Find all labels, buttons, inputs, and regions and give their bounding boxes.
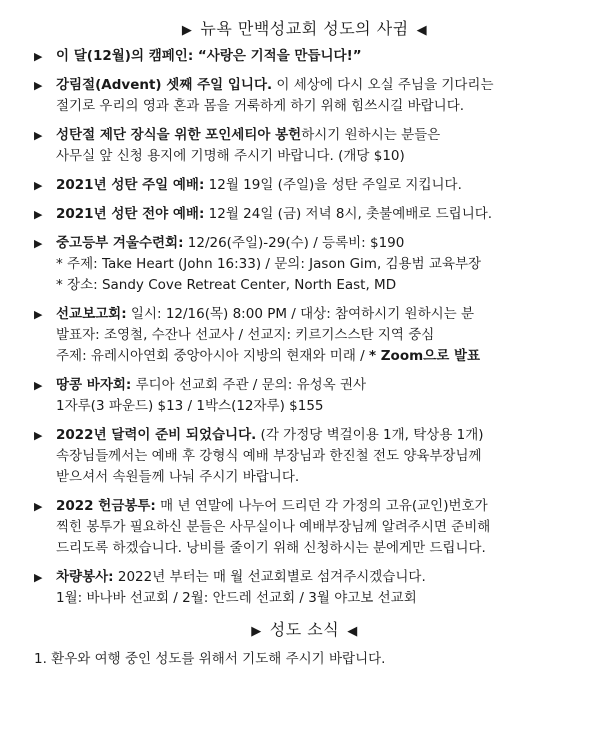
announcement-text: 주제: 유레시아연회 중앙아시아 지방의 현재와 미래 / <box>56 348 369 364</box>
announcement-heading: 성탄절 제단 장식을 위한 포인세티아 봉헌 <box>56 127 302 143</box>
announcement-line <box>56 75 575 96</box>
announcement-line <box>56 375 575 396</box>
announcement-item <box>34 175 575 196</box>
bullet-triangle-icon: ▶ <box>34 379 43 392</box>
announcement-line <box>56 396 575 417</box>
announcement-item <box>34 75 575 117</box>
announcement-text: 발표자: 조영철, 수잔나 선교사 / 선교지: 키르기스스탄 지역 중심 <box>56 327 435 343</box>
announcement-text: 2022년 부터는 매 월 선교회별로 섬겨주시겠습니다. <box>113 569 426 585</box>
page-title-text: 뉴욕 만백성교회 성도의 사귐 <box>200 19 409 38</box>
announcement-line <box>56 125 575 146</box>
announcement-line <box>56 254 575 275</box>
bullet-triangle-icon: ▶ <box>34 571 43 584</box>
announcement-text: 드리도록 하겠습니다. 낭비를 줄이기 위해 신청하시는 분에게만 드립니다. <box>56 540 486 556</box>
announcement-line <box>56 204 575 225</box>
bullet-triangle-icon: ▶ <box>34 500 43 513</box>
bullet-triangle-icon: ▶ <box>34 179 43 192</box>
announcement-text: 이 세상에 다시 오실 주님을 기다리는 <box>272 77 494 93</box>
announcement-line <box>56 517 575 538</box>
announcement-item <box>34 46 575 67</box>
announcement-item <box>34 375 575 417</box>
announcement-line <box>56 538 575 559</box>
announcement-line <box>56 175 575 196</box>
left-triangle-icon: ◀ <box>347 624 358 639</box>
bullet-triangle-icon: ▶ <box>34 429 43 442</box>
announcement-text: * 주제: Take Heart (John 16:33) / 문의: Jason Gim, 김용범 교육부장 <box>56 256 482 272</box>
right-triangle-icon: ▶ <box>251 624 262 639</box>
announcement-text: 받으셔서 속원들께 나눠 주시기 바랍니다. <box>56 469 300 485</box>
announcement-text: 1월: 바나바 선교회 / 2월: 안드레 선교회 / 3월 야고보 선교회 <box>56 590 417 606</box>
announcement-line <box>56 425 575 446</box>
announcement-item <box>34 567 575 609</box>
page-title <box>34 14 575 44</box>
announcement-text: 절기로 우리의 영과 혼과 몸을 거룩하게 하기 위해 힘쓰시길 바랍니다. <box>56 98 465 114</box>
member-news-item: 1. 환우와 여행 중인 성도를 위해서 기도해 주시기 바랍니다. <box>34 651 386 667</box>
announcement-line <box>56 233 575 254</box>
announcement-emphasis: * Zoom으로 발표 <box>369 348 481 364</box>
announcement-heading: 선교보고회: <box>56 306 127 322</box>
announcement-item <box>34 204 575 225</box>
announcement-heading: 땅콩 바자회: <box>56 377 132 393</box>
announcement-text: * 장소: Sandy Cove Retreat Center, North East, MD <box>56 277 397 293</box>
bullet-triangle-icon: ▶ <box>34 237 43 250</box>
announcement-item <box>34 496 575 559</box>
announcement-text: (각 가정당 벽걸이용 1개, 탁상용 1개) <box>256 427 484 443</box>
bullet-triangle-icon: ▶ <box>34 129 43 142</box>
announcement-heading: 2022 헌금봉투: <box>56 498 156 514</box>
announcement-list <box>34 46 575 609</box>
announcement-heading: 강림절(Advent) 셋째 주일 입니다. <box>56 77 273 93</box>
announcement-line <box>56 467 575 488</box>
announcement-text: 12/26(주일)-29(수) / 등록비: $190 <box>183 235 405 251</box>
announcement-heading: 중고등부 겨울수련회: <box>56 235 184 251</box>
announcement-item <box>34 425 575 488</box>
announcement-line <box>56 588 575 609</box>
announcement-text: 루디아 선교회 주관 / 문의: 유성옥 권사 <box>131 377 367 393</box>
member-news-list <box>34 649 575 670</box>
bullet-triangle-icon: ▶ <box>34 208 43 221</box>
announcement-heading: 차량봉사: <box>56 569 114 585</box>
announcement-line <box>56 304 575 325</box>
bullet-triangle-icon: ▶ <box>34 50 43 63</box>
section-title <box>34 615 575 645</box>
announcement-line <box>56 275 575 296</box>
announcement-text: 사무실 앞 신청 용지에 기명해 주시기 바랍니다. (개당 $10) <box>56 148 405 164</box>
announcement-heading: 2021년 성탄 전야 예배: <box>56 206 205 222</box>
announcement-text: 매 년 연말에 나누어 드리던 각 가정의 고유(교인)번호가 <box>155 498 488 514</box>
announcement-text: 속장님들께서는 예배 후 강형식 예배 부장님과 한진철 전도 양육부장님께 <box>56 448 482 464</box>
announcement-line <box>56 496 575 517</box>
announcement-line <box>56 446 575 467</box>
announcement-line <box>56 346 575 367</box>
announcement-text: 찍힌 봉투가 필요하신 분들은 사무실이나 예배부장님께 알려주시면 준비해 <box>56 519 491 535</box>
bullet-triangle-icon: ▶ <box>34 308 43 321</box>
section-title-text: 성도 소식 <box>269 620 340 639</box>
announcement-heading: 2022년 달력이 준비 되었습니다. <box>56 427 257 443</box>
announcement-text: 1자루(3 파운드) $13 / 1박스(12자루) $155 <box>56 398 324 414</box>
left-triangle-icon: ◀ <box>416 23 428 38</box>
announcement-text: 일시: 12/16(목) 8:00 PM / 대상: 참여하시기 원하시는 분 <box>126 306 475 322</box>
announcement-text: 하시기 원하시는 분들은 <box>301 127 441 143</box>
announcement-heading: 이 달(12월)의 캠페인: “사랑은 기적을 만듭니다!” <box>56 48 362 64</box>
announcement-item <box>34 233 575 296</box>
announcement-line <box>56 567 575 588</box>
announcement-text: 12월 19일 (주일)을 성탄 주일로 지킵니다. <box>204 177 462 193</box>
announcement-line <box>56 46 575 67</box>
announcement-text: 12월 24일 (금) 저녁 8시, 촛불예배로 드립니다. <box>204 206 493 222</box>
announcement-line <box>56 146 575 167</box>
announcement-item <box>34 304 575 367</box>
right-triangle-icon: ▶ <box>181 23 193 38</box>
announcement-item <box>34 125 575 167</box>
announcement-heading: 2021년 성탄 주일 예배: <box>56 177 205 193</box>
bullet-triangle-icon: ▶ <box>34 79 43 92</box>
announcement-line <box>56 96 575 117</box>
announcement-line <box>56 325 575 346</box>
